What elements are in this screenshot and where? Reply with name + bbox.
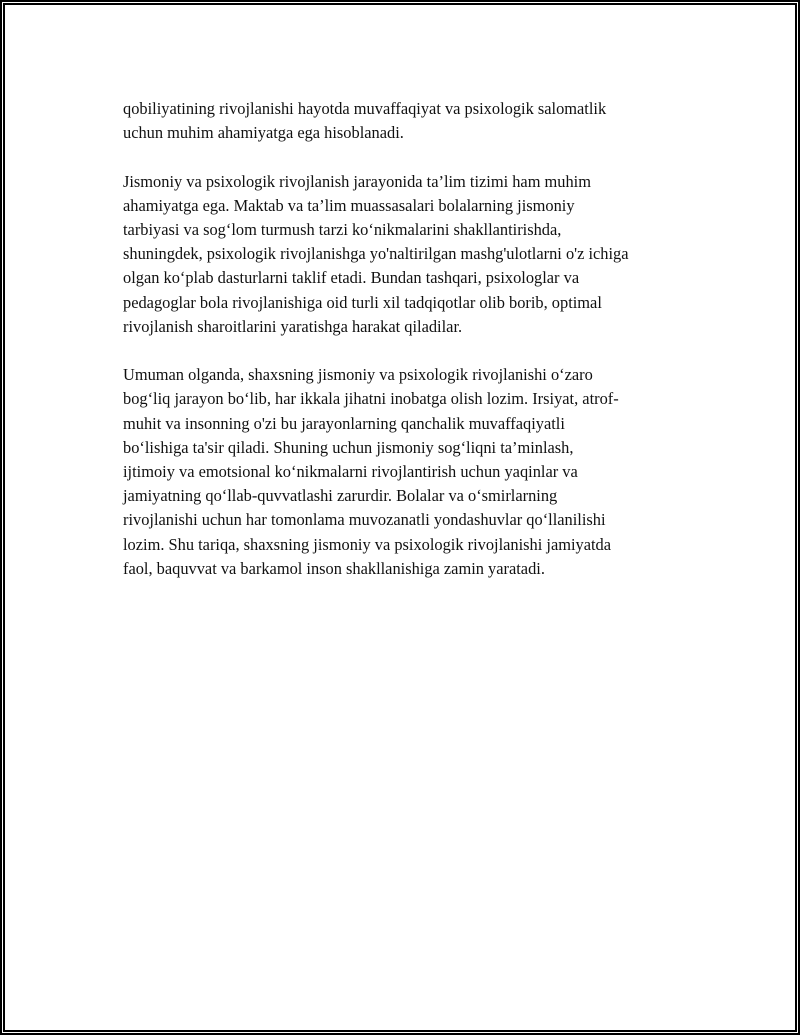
paragraph-3 <box>123 363 693 581</box>
text-line: olgan ko‘plab dasturlarni taklif etadi. Bundan tashqari, psixologlar va <box>123 268 580 288</box>
text-line: bo‘lishiga ta'sir qiladi. Shuning uchun jismoniy sog‘liqni ta’minlash, <box>123 437 574 457</box>
text-line: qobiliyatining rivojlanishi hayotda muvaffaqiyat va psixologik salomatlik <box>123 99 607 118</box>
text-line: jamiyatning qo‘llab-quvvatlashi zarurdir. Bolalar va o‘smirlarning <box>123 486 558 506</box>
text-line: rivojlanishi uchun har tomonlama muvozanatli yondashuvlar qo‘llanilishi <box>123 510 606 530</box>
text-line: ahamiyatga ega. Maktab va ta’lim muassasalari bolalarning jismoniy <box>123 195 575 215</box>
paragraph-1 <box>123 97 693 145</box>
text-line: muhit va insonning o'zi bu jarayonlarning qanchalik muvaffaqiyatli <box>123 413 565 433</box>
text-line: uchun muhim ahamiyatga ega hisoblanadi. <box>123 123 404 143</box>
document-body <box>123 97 693 605</box>
text-line: pedagoglar bola rivojlanishiga oid turli xil tadqiqotlar olib borib, optimal <box>123 292 602 312</box>
text-line: faol, baquvvat va barkamol inson shakllanishiga zamin yaratadi. <box>123 558 545 578</box>
text-line: ijtimoiy va emotsional ko‘nikmalarni rivojlantirish uchun yaqinlar va <box>123 462 578 482</box>
text-line: Umuman olganda, shaxsning jismoniy va psixologik rivojlanishi o‘zaro <box>123 365 593 385</box>
text-line: lozim. Shu tariqa, shaxsning jismoniy va psixologik rivojlanishi jamiyatda <box>123 534 612 554</box>
paragraph-2 <box>123 170 693 339</box>
text-line: shuningdek, psixologik rivojlanishga yo'naltirilgan mashg'ulotlarni o'z ichiga <box>123 244 629 264</box>
text-line: bog‘liq jarayon bo‘lib, har ikkala jihatni inobatga olish lozim. Irsiyat, atrof- <box>123 389 619 409</box>
text-line: tarbiyasi va sog‘lom turmush tarzi ko‘nikmalarini shakllantirishda, <box>123 220 562 239</box>
text-line: rivojlanish sharoitlarini yaratishga harakat qiladilar. <box>123 316 463 336</box>
text-line: Jismoniy va psixologik rivojlanish jarayonida ta’lim tizimi ham muhim <box>123 171 591 191</box>
